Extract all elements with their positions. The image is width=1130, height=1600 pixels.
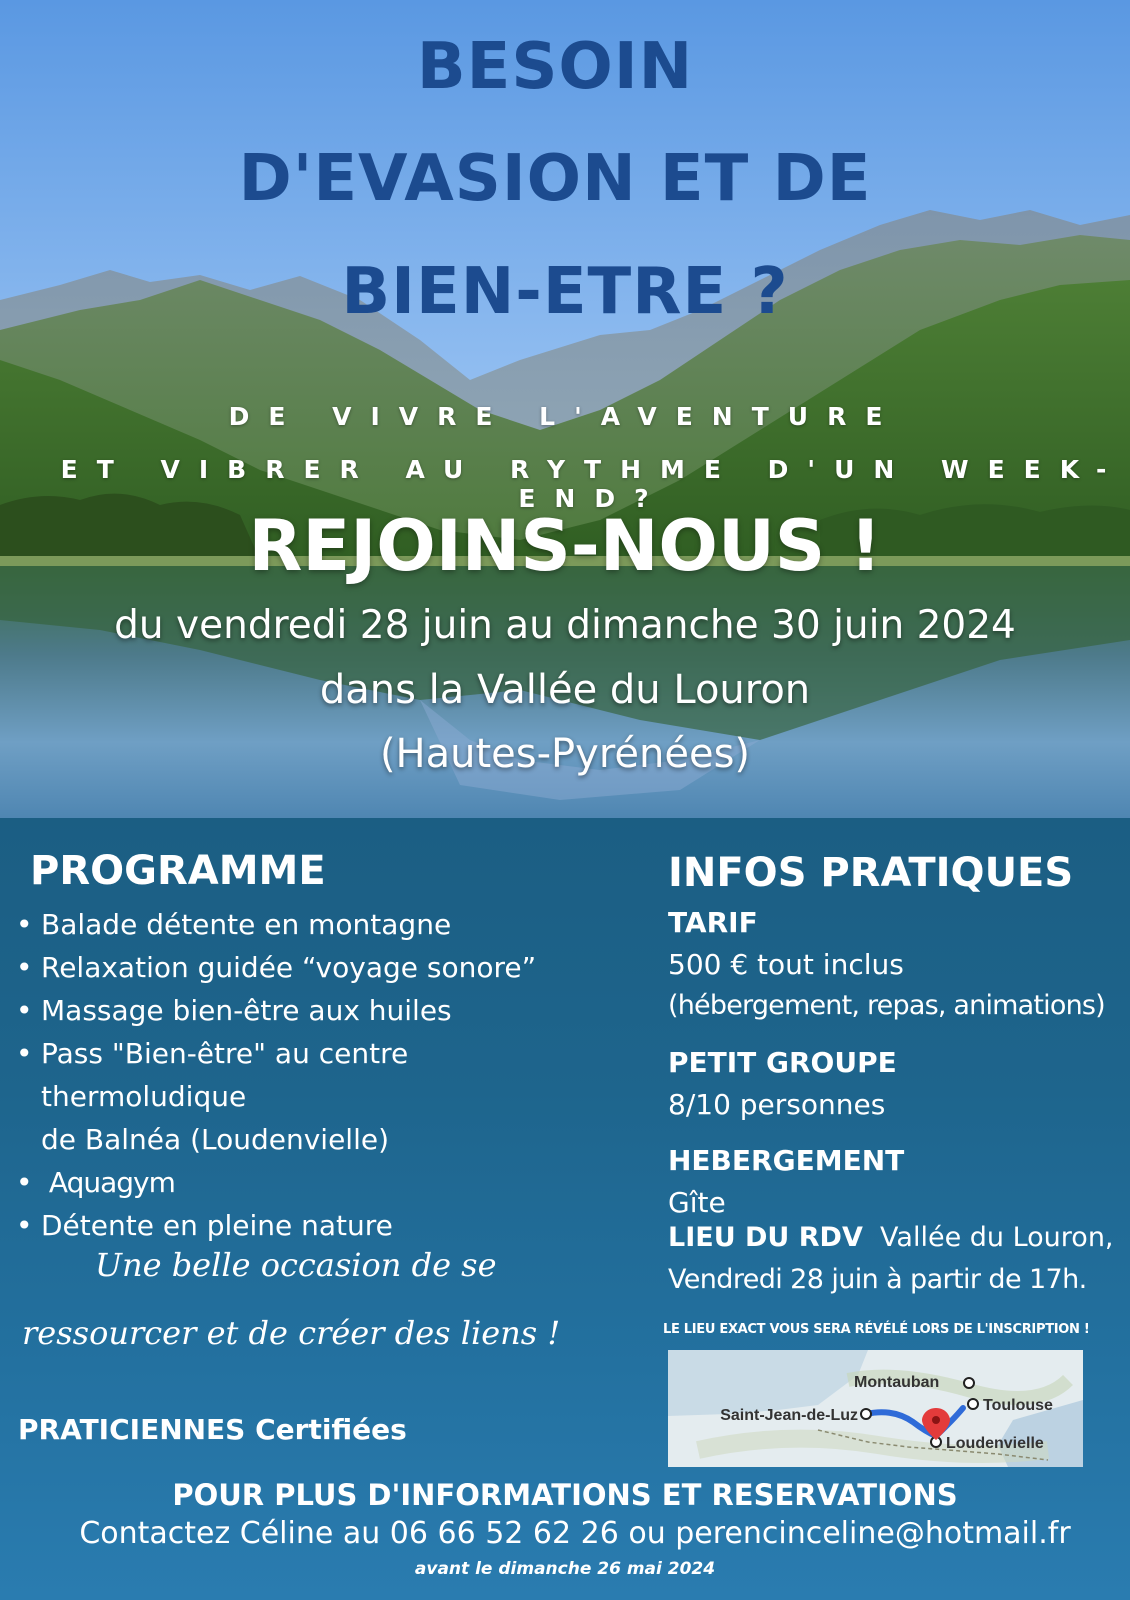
event-region: (Hautes-Pyrénées) <box>379 731 751 777</box>
list-item: • Relaxation guidée “voyage sonore” <box>16 946 616 989</box>
list-item-continuation: de Balnéa (Loudenvielle) <box>41 1123 390 1156</box>
tarif-heading: TARIF <box>668 906 758 939</box>
meeting-place-line <box>668 1222 1114 1253</box>
route-map <box>668 1350 1083 1467</box>
saint-jean-de-luz-marker <box>861 1409 871 1419</box>
list-item: • Massage bien-être aux huiles <box>16 989 616 1032</box>
city-label-loudenvielle: Loudenvielle <box>946 1435 1044 1452</box>
list-item: • Détente en pleine nature <box>16 1204 616 1247</box>
tarif-details: (hébergement, repas, animations) <box>668 990 1105 1021</box>
toulouse-marker <box>968 1399 978 1409</box>
booking-deadline: avant le dimanche 26 mai 2024 <box>414 1559 716 1579</box>
accommodation-heading: HEBERGEMENT <box>668 1144 905 1177</box>
city-label-toulouse: Toulouse <box>983 1397 1053 1414</box>
headline-line-2: D'EVASION ET DE <box>238 142 872 216</box>
call-to-action: REJOINS-NOUS ! <box>248 505 882 587</box>
tagline-line-2: ressourcer et de créer des liens ! <box>22 1314 561 1352</box>
bullet-icon: • <box>16 908 33 941</box>
group-size: 8/10 personnes <box>668 1088 886 1121</box>
group-heading: PETIT GROUPE <box>668 1046 897 1079</box>
secret-location-note: LE LIEU EXACT VOUS SERA RÉVÉLÉ LORS DE L'INSCRIPTION ! <box>663 1322 1090 1337</box>
programme-list <box>16 903 616 1247</box>
subtitle-line-2: ET VIBRER AU RYTHME D'UN WEEK-END? <box>60 455 1126 513</box>
infos-title: INFOS PRATIQUES <box>668 850 1074 896</box>
more-info-heading: POUR PLUS D'INFORMATIONS ET RESERVATIONS <box>172 1478 958 1512</box>
montauban-marker <box>964 1378 974 1388</box>
event-dates: du vendredi 28 juin au dimanche 30 juin 2024 <box>114 603 1016 648</box>
list-item: • Pass "Bien-être" au centre thermoludique <box>16 1032 616 1118</box>
bullet-icon: • <box>16 951 33 984</box>
city-label-saint-jean-de-luz: Saint-Jean-de-Luz <box>720 1407 858 1424</box>
list-item: • Balade détente en montagne <box>16 903 616 946</box>
headline-line-3: BIEN-ETRE ? <box>341 255 789 329</box>
contact-line: Contactez Céline au 06 66 52 62 26 ou perencinceline@hotmail.fr <box>79 1516 1071 1551</box>
event-place: dans la Vallée du Louron <box>319 667 811 713</box>
city-label-montauban: Montauban <box>854 1374 940 1391</box>
meeting-heading: LIEU DU RDV <box>668 1222 863 1253</box>
meeting-place: Vallée du Louron, <box>880 1222 1114 1253</box>
bullet-icon: • <box>16 1209 33 1242</box>
bullet-icon: • <box>16 1166 32 1199</box>
meeting-time: Vendredi 28 juin à partir de 17h. <box>668 1264 1087 1295</box>
practitioners-label: PRATICIENNES Certifiées <box>18 1413 407 1446</box>
tagline-line-1: Une belle occasion de se <box>95 1246 497 1284</box>
info-panel <box>0 818 1130 1600</box>
list-item: • Aquagym <box>16 1161 616 1204</box>
accommodation-type: Gîte <box>668 1186 726 1219</box>
headline-line-1: BESOIN <box>416 30 694 104</box>
bullet-icon: • <box>16 1037 33 1070</box>
programme-title: PROGRAMME <box>30 848 326 894</box>
subtitle-line-1: DE VIVRE L'AVENTURE <box>228 402 902 431</box>
tarif-price: 500 € tout inclus <box>668 948 904 981</box>
bullet-icon: • <box>16 994 33 1027</box>
